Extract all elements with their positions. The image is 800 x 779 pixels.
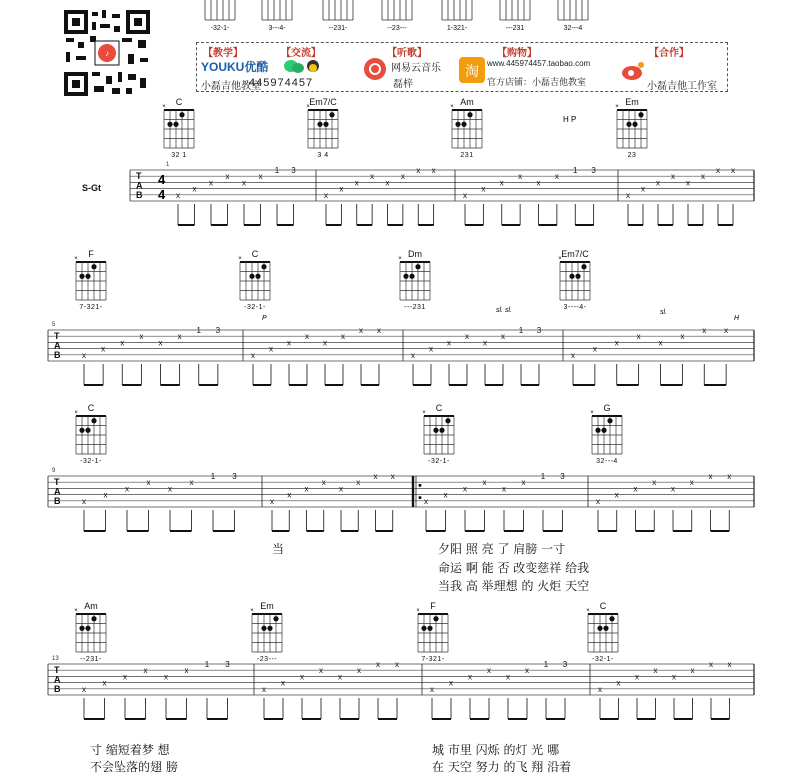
chord-fingering: ---231 [404, 304, 426, 311]
top-fingering-2: 3---4- [268, 25, 286, 32]
chat-label: 【交流】 [281, 48, 321, 59]
chord-mute-mark: × [162, 104, 166, 110]
tab-mark: x [727, 472, 732, 481]
chord-dot [409, 274, 414, 279]
tab-mark: x [357, 666, 361, 676]
chord-dot [179, 112, 184, 117]
chord-fingering: 32---4 [596, 458, 618, 465]
chord-fingering: -32-1- [244, 304, 266, 311]
tab-clef-letter: A [136, 180, 143, 191]
chord-name: Dm [408, 249, 422, 259]
tab-mark: x [143, 666, 148, 676]
taobao-icon [459, 57, 485, 88]
chord-mute-mark: × [74, 256, 78, 262]
chord-dot [85, 428, 90, 433]
chord-dot [403, 274, 408, 279]
shop-label: 【购物】 [497, 48, 537, 59]
chord-name: Em [260, 601, 274, 611]
tab-clef-letter: B [54, 496, 61, 506]
chord-dot [273, 616, 278, 621]
chord-name: Am [84, 601, 98, 611]
repeat-dot [419, 484, 422, 487]
tab-mark: x [359, 326, 363, 335]
tab-mark: x [338, 672, 342, 682]
tab-mark: x [176, 190, 180, 200]
tab-mark: x [501, 332, 505, 342]
time-signature-top: 4 [158, 172, 166, 187]
tab-mark: x [341, 332, 345, 342]
technique-annotation: sl. [660, 309, 667, 316]
chord-name: G [603, 403, 611, 413]
tab-mark: x [400, 172, 405, 182]
time-signature-bottom: 4 [158, 187, 166, 202]
tab-mark: x [184, 666, 189, 676]
tab-mark: x [701, 172, 705, 182]
tab-mark: x [652, 478, 657, 488]
tab-mark: x [525, 666, 529, 676]
chord-dot [79, 428, 84, 433]
chord-dot [597, 626, 602, 631]
chord-dot [79, 626, 84, 631]
tab-mark: x [158, 338, 163, 348]
tab-mark: x [139, 332, 144, 342]
chord-fingering: -32-1- [80, 458, 102, 465]
chord-dot [267, 626, 272, 631]
chat-text: 445974457 [249, 77, 314, 89]
tab-mark: x [101, 344, 106, 354]
chord-dot [261, 264, 266, 269]
tab-mark: x [209, 178, 213, 188]
lyric-line: 当 [272, 542, 285, 556]
tab-mark: x [305, 332, 309, 342]
chord-name: C [599, 601, 607, 611]
tab-mark: x [370, 172, 375, 182]
chord-dot [91, 264, 96, 269]
tab-mark: x [690, 666, 695, 676]
tab-mark: x [377, 326, 381, 335]
tab-mark: x [731, 166, 735, 175]
tab-mark: x [483, 338, 487, 348]
tab-mark: x [192, 184, 197, 194]
chord-name: Em [625, 97, 639, 107]
tab-mark: x [324, 190, 328, 200]
tab-mark: x [465, 332, 469, 342]
tab-clef-letter: T [54, 331, 60, 341]
tab-mark: x [300, 672, 304, 682]
tab-mark: x [633, 484, 638, 494]
chord-dot [439, 428, 444, 433]
chord-name: F [88, 249, 94, 259]
chord-dot [91, 616, 96, 621]
info-banner [196, 42, 728, 92]
listen-label: 【听歌】 [387, 48, 427, 59]
tab-mark: x [431, 166, 436, 175]
chord-mute-mark: × [586, 608, 590, 614]
tab-mark: x [385, 178, 390, 188]
tab-mark: x [354, 178, 359, 188]
tab-mark: x [680, 332, 685, 342]
tab-mark: x [614, 490, 619, 500]
chord-fingering: --231- [80, 656, 102, 663]
tab-mark: 3 [560, 472, 565, 481]
weibo-icon [621, 61, 645, 86]
measure-number: 1 [166, 162, 170, 168]
lyric-line: 命运 啊 能 否 改变慈祥 给我 [438, 561, 590, 575]
tab-mark: 1 [274, 166, 280, 175]
tab-mark: x [168, 484, 172, 494]
tab-mark: x [616, 678, 621, 688]
tab-mark: x [598, 684, 602, 694]
lyric-line: 不会坠落的翅 膀 [90, 760, 178, 774]
tab-mark: x [468, 672, 472, 682]
listen-brand: 网易云音乐 [391, 63, 441, 74]
tab-mark: x [443, 490, 448, 500]
chord-dot [445, 418, 450, 423]
tab-mark: 1 [573, 166, 578, 175]
tab-clef-letter: B [136, 190, 143, 200]
tab-mark: x [671, 172, 675, 182]
chord-dot [255, 274, 260, 279]
tab-mark: x [482, 478, 487, 488]
chord-dot [427, 626, 432, 631]
shop-url: www.445974457.taobao.com [487, 59, 591, 68]
tab-mark: x [424, 496, 428, 506]
chord-mute-mark: × [450, 104, 454, 110]
tab-mark: x [376, 660, 380, 669]
tab-mark: x [499, 178, 504, 188]
tab-mark: 3 [225, 660, 230, 669]
track-label: S-Gt [82, 183, 101, 193]
tab-mark: x [102, 678, 107, 688]
technique-annotation: H [734, 315, 740, 322]
chord-dot [581, 264, 586, 269]
youku-logo: YOUKU优酷 [201, 60, 269, 74]
top-fingering-5: 1-321- [446, 25, 468, 32]
tab-mark: x [429, 344, 433, 354]
chord-name: Am [460, 97, 474, 107]
chord-dot [415, 264, 420, 269]
chord-mute-mark: × [416, 608, 420, 614]
repeat-dot [419, 496, 422, 499]
top-partial-diagrams [0, 0, 800, 36]
tab-clef-letter: T [136, 171, 142, 181]
tab-mark: x [686, 178, 690, 188]
chord-dot [609, 616, 614, 621]
tab-mark: x [596, 496, 600, 506]
chord-fingering: 3----4- [563, 304, 587, 311]
lyric-line: 夕阳 照 亮 了 肩膀 一寸 [438, 542, 566, 556]
tab-mark: x [123, 672, 127, 682]
tab-mark: x [164, 672, 168, 682]
tab-mark: x [614, 338, 619, 348]
tab-mark: x [463, 190, 467, 200]
netease-music-icon [363, 57, 387, 86]
chord-dot [455, 122, 460, 127]
tab-clef-letter: A [54, 674, 61, 685]
tab-clef-letter: A [54, 486, 61, 497]
tab-mark: 1 [518, 326, 524, 335]
tab-mark: x [658, 338, 663, 348]
tab-mark: 3 [562, 660, 568, 669]
listen-text: 磊梓 [393, 79, 413, 90]
tab-mark: x [709, 660, 713, 669]
chord-fingering: -23--- [256, 656, 278, 663]
chord-dot [421, 626, 426, 631]
tab-mark: 1 [196, 326, 201, 335]
tab-mark: x [287, 338, 291, 348]
chord-name: C [175, 97, 183, 107]
top-fingering-7: 32---4 [563, 25, 583, 32]
tab-mark: x [251, 350, 255, 360]
chord-mute-mark: × [615, 104, 619, 110]
tab-clef-letter: T [54, 665, 60, 675]
chord-dot [632, 122, 637, 127]
chord-dot [595, 428, 600, 433]
chord-dot [626, 122, 631, 127]
chord-mute-mark: × [74, 608, 78, 614]
tab-clef-letter: B [54, 350, 61, 360]
tab-clef-letter: A [54, 340, 61, 351]
top-fingering-4: --23--- [387, 25, 407, 32]
chord-name: C [251, 249, 259, 259]
tab-mark: x [146, 478, 151, 488]
wechat-icon [283, 58, 319, 79]
tab-mark: x [671, 484, 675, 494]
tab-mark: x [258, 172, 263, 182]
chord-dot [79, 274, 84, 279]
tab-mark: x [411, 350, 415, 360]
tab-mark: 1 [540, 472, 546, 481]
tab-mark: x [592, 344, 597, 354]
tab-mark: x [672, 672, 676, 682]
chord-dot [575, 274, 580, 279]
chord-name: C [87, 403, 95, 413]
chord-dot [461, 122, 466, 127]
chord-dot [173, 122, 178, 127]
tab-mark: x [177, 332, 182, 342]
tab-mark: x [554, 172, 559, 182]
tab-mark: x [395, 660, 399, 669]
tab-mark: x [323, 338, 327, 348]
measure-number: 5 [52, 322, 56, 328]
chord-fingering: -32-1- [428, 458, 450, 465]
top-fingering-3: --231- [328, 25, 348, 32]
tab-mark: x [416, 166, 421, 175]
tab-mark: x [727, 660, 732, 669]
tab-mark: x [321, 478, 326, 488]
chord-name: Em7/C [561, 249, 589, 259]
top-fingering-1: -32-1- [210, 25, 230, 32]
tab-mark: x [304, 484, 309, 494]
tab-mark: x [373, 472, 378, 481]
chord-dot [433, 616, 438, 621]
chord-mute-mark: × [238, 256, 242, 262]
chord-fingering: 7-321- [79, 304, 103, 311]
chord-mute-mark: × [398, 256, 402, 262]
shop-text: 官方店铺：小磊吉他教室 [487, 77, 587, 87]
tab-mark: 3 [536, 326, 542, 335]
tab-mark: x [702, 326, 707, 335]
coop-text: 小磊吉他工作室 [647, 81, 717, 92]
tab-mark: x [287, 490, 292, 500]
tab-mark: x [262, 684, 266, 694]
technique-annotation: H P [563, 115, 577, 124]
chord-name: C [435, 403, 443, 413]
tab-mark: x [506, 672, 510, 682]
chord-mute-mark: × [590, 410, 594, 416]
measure-number: 13 [52, 656, 59, 662]
lyric-line: 寸 缩短着梦 想 [90, 743, 170, 757]
tab-mark: 3 [591, 166, 596, 175]
chord-fingering: 7-321- [421, 656, 445, 663]
technique-annotation: P [262, 315, 267, 322]
tab-mark: x [536, 178, 541, 188]
svg-text:淘: 淘 [465, 63, 479, 79]
tab-clef-letter: B [54, 684, 61, 694]
tab-mark: x [103, 490, 108, 500]
tab-mark: x [449, 678, 453, 688]
chord-dot [249, 274, 254, 279]
tab-mark: x [269, 344, 273, 354]
chord-fingering: 32 1 [171, 152, 187, 159]
chord-dot [433, 428, 438, 433]
chord-dot [85, 274, 90, 279]
chord-dot [638, 112, 643, 117]
tab-mark: x [502, 484, 506, 494]
tab-mark: x [356, 478, 361, 488]
tab-mark: x [641, 184, 645, 194]
tab-clef-letter: T [54, 477, 60, 487]
tab-mark: x [390, 472, 395, 481]
tab-mark: x [487, 666, 491, 676]
tab-mark: x [82, 496, 86, 506]
tab-mark: x [635, 672, 639, 682]
tab-mark: x [125, 484, 129, 494]
tab-mark: x [724, 326, 729, 335]
teach-label: 【教学】 [203, 48, 243, 59]
tab-mark: x [521, 478, 526, 488]
chord-dot [91, 418, 96, 423]
chord-dot [317, 122, 322, 127]
chord-mute-mark: × [250, 608, 254, 614]
chord-dot [601, 428, 606, 433]
tab-mark: x [463, 484, 467, 494]
tab-mark: 3 [232, 472, 237, 481]
tab-mark: x [339, 184, 344, 194]
chord-mute-mark: × [422, 410, 426, 416]
tab-mark: x [319, 666, 323, 676]
tab-mark: x [689, 478, 694, 488]
lyric-line: 当我 高 举理想 的 火炬 天空 [438, 579, 590, 593]
tab-mark: x [339, 484, 343, 494]
tab-mark: x [636, 332, 641, 342]
tab-mark: x [653, 666, 658, 676]
tab-mark: x [708, 472, 713, 481]
tab-mark: x [270, 496, 274, 506]
chord-dot [603, 626, 608, 631]
chord-fingering: 231 [460, 152, 474, 159]
tab-mark: x [626, 190, 630, 200]
chord-name: Em7/C [309, 97, 337, 107]
measure-number: 9 [52, 468, 56, 474]
chord-dot [167, 122, 172, 127]
chord-mute-mark: × [558, 256, 562, 262]
chord-dot [569, 274, 574, 279]
top-fingering-6: ---231 [505, 25, 525, 32]
tab-mark: x [225, 172, 230, 182]
tab-mark: x [571, 350, 575, 360]
chord-mute-mark: × [306, 104, 310, 110]
chord-fingering: -32-1- [592, 656, 614, 663]
svg-text:♪: ♪ [105, 49, 109, 58]
tab-mark: x [656, 178, 660, 188]
chord-fingering: 3 4 [317, 152, 329, 159]
tab-mark: x [82, 350, 86, 360]
tab-mark: 1 [210, 472, 216, 481]
chord-name: F [430, 601, 436, 611]
chord-dot [467, 112, 472, 117]
tab-mark: x [481, 184, 486, 194]
technique-annotation: sl. sl. [496, 307, 512, 314]
chord-dot [85, 626, 90, 631]
tab-mark: 1 [204, 660, 210, 669]
chord-dot [323, 122, 328, 127]
tab-mark: x [447, 338, 451, 348]
tab-mark: x [82, 684, 86, 694]
tab-mark: x [518, 172, 523, 182]
tab-mark: x [281, 678, 285, 688]
tab-mark: x [716, 166, 720, 175]
lyric-line: 在 天空 努力 的飞 翔 沿着 [432, 760, 572, 774]
tab-mark: x [430, 684, 434, 694]
tab-mark: 3 [215, 326, 221, 335]
tab-mark: x [120, 338, 125, 348]
chord-fingering: 23 [627, 152, 637, 159]
tab-mark: x [189, 478, 194, 488]
chord-mute-mark: × [74, 410, 78, 416]
teach-text: 小磊吉他教室 [201, 81, 261, 92]
chord-dot [261, 626, 266, 631]
tab-mark: 3 [291, 166, 296, 175]
lyric-line: 城 市里 闪烁 的灯 光 哪 [432, 743, 560, 757]
chord-dot [607, 418, 612, 423]
chord-dot [329, 112, 334, 117]
coop-label: 【合作】 [649, 48, 689, 59]
tab-mark: 1 [543, 660, 549, 669]
tab-mark: x [242, 178, 246, 188]
